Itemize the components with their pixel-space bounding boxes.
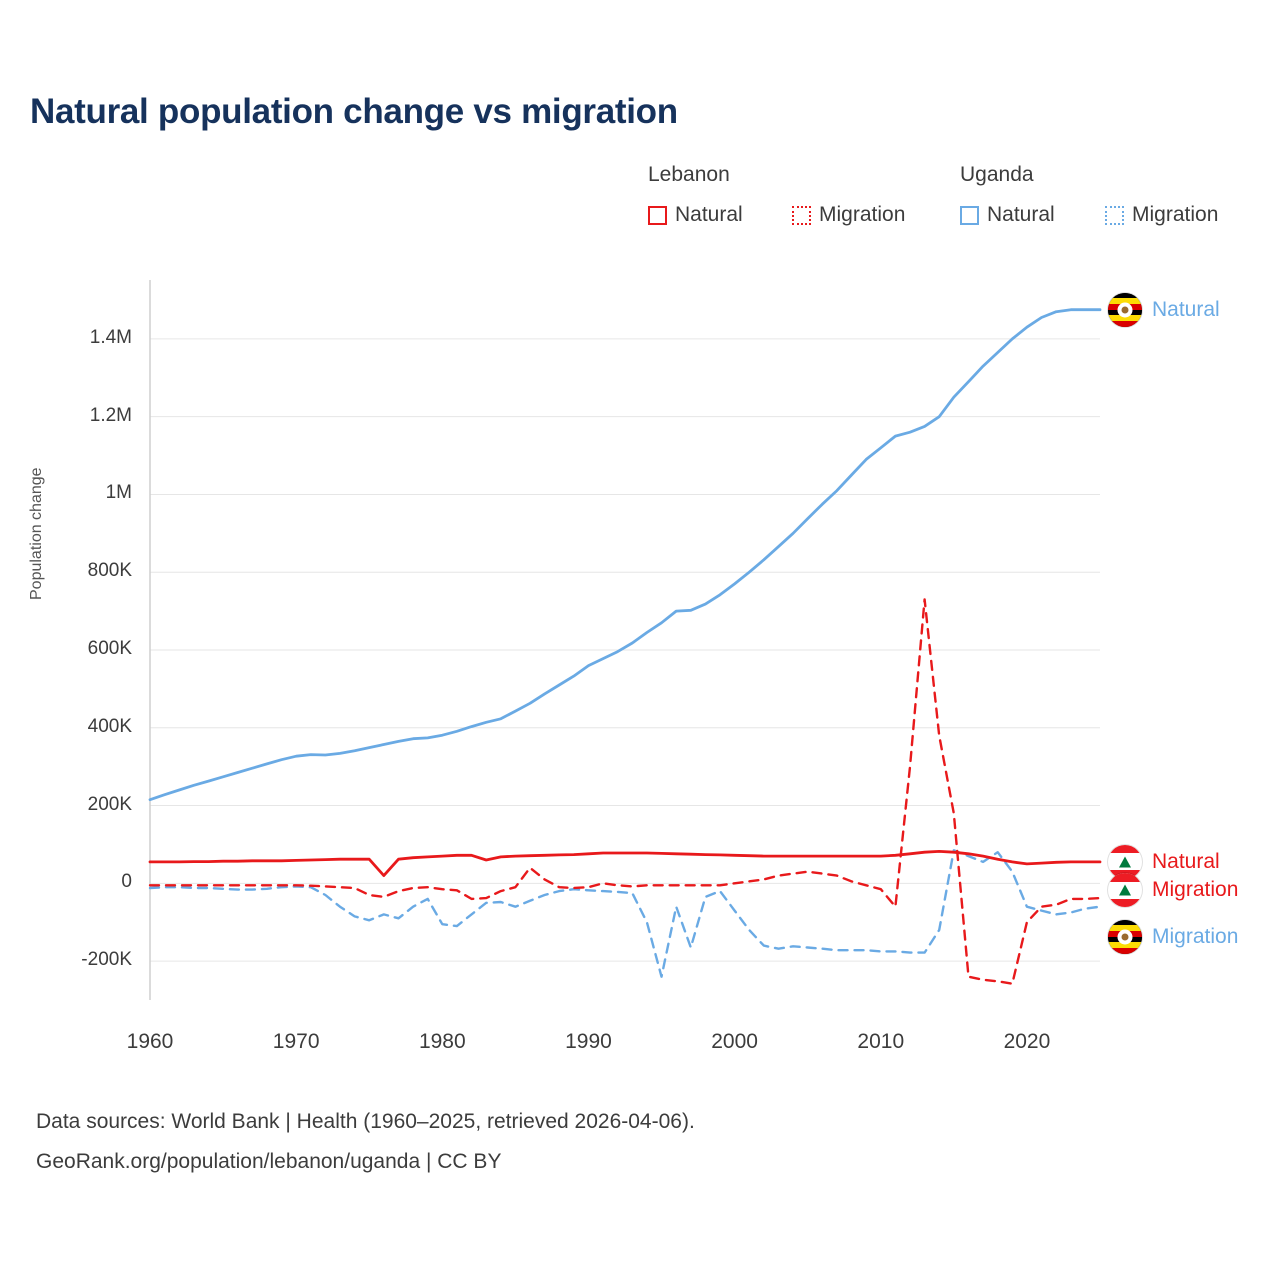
uganda-flag-icon [1108, 920, 1142, 954]
y-axis-tick-label: 1M [105, 482, 132, 504]
footer-line-1: Data sources: World Bank | Health (1960–2025, retrieved 2026-04-06). [36, 1110, 695, 1133]
y-axis-tick-label: -200K [81, 949, 132, 971]
series-end-label [1108, 293, 1220, 327]
series-end-label-text: Natural [1152, 297, 1220, 321]
y-axis-tick-label: 1.2M [89, 404, 132, 426]
lebanon-flag-icon [1108, 873, 1142, 907]
y-axis-title: Population change [28, 467, 45, 600]
legend-item-label: Migration [819, 203, 906, 226]
x-axis-tick-label: 1970 [272, 1030, 320, 1053]
uganda-flag-icon [1108, 293, 1142, 327]
legend-item-label: Natural [675, 203, 743, 226]
legend-item-label: Natural [987, 203, 1055, 226]
y-axis-tick-label: 200K [87, 793, 132, 815]
y-axis-tick-label: 800K [87, 560, 132, 582]
y-axis-tick-label: 600K [87, 638, 132, 659]
legend-item-label: Migration [1132, 203, 1219, 226]
series-end-label-text: Natural [1152, 849, 1220, 873]
footer-line-2: GeoRank.org/population/lebanon/uganda | CC BY [36, 1150, 502, 1173]
series-end-label-text: Migration [1152, 878, 1239, 902]
x-axis-tick-label: 1960 [126, 1030, 174, 1053]
y-axis-tick-label: 0 [121, 871, 132, 893]
legend-group-uganda: Uganda [960, 163, 1034, 186]
legend-group-lebanon: Lebanon [648, 163, 730, 186]
x-axis-tick-label: 1980 [418, 1030, 466, 1053]
y-axis-tick-label: 400K [87, 715, 132, 737]
x-axis-tick-label: 2000 [711, 1030, 758, 1053]
page-title: Natural population change vs migration [30, 92, 678, 131]
series-end-label [1108, 873, 1238, 907]
series-end-label [1108, 920, 1238, 954]
x-axis-tick-label: 1990 [565, 1030, 612, 1053]
y-axis-tick-label: 1.4M [89, 326, 132, 348]
x-axis-tick-label: 2010 [857, 1030, 905, 1053]
series-end-label-text: Migration [1152, 924, 1239, 948]
x-axis-tick-label: 2020 [1003, 1030, 1051, 1053]
